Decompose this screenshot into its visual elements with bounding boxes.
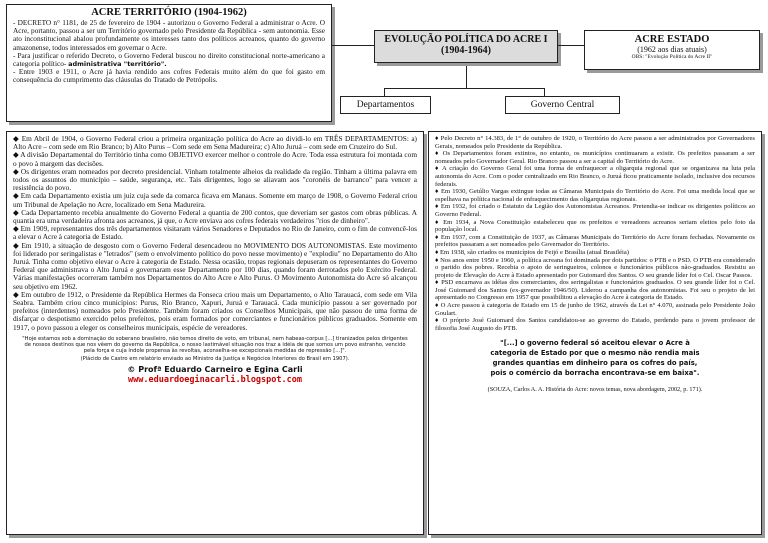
paragraph-1937: ♦ Em 1937, com a Constituição de 1937, as Câmaras Municipais do Território do Acre foram fechadas. Novamente os prefeitos passaram a ser nomeados pelo Governador do Território. [435, 233, 755, 249]
connector-right [558, 45, 584, 46]
paragraph-1930: ♦ Em 1930, Getúlio Vargas extingue todas as Câmaras Municipais do Território do Acre. Foi uma medida local que se espelhava na política nacional de enfraquecimento das oligarquias regionais. [435, 188, 755, 203]
connector-left [332, 45, 374, 46]
paragraph-juiz: ◆ Em cada Departamento existia um juiz cuja sede da comarca ficava em Manaus. Somente em março de 1908, o Governo Federal criou um Tribunal de Apelação no Acre, localizado em Sena Madureira. [13, 191, 417, 209]
paragraph-psd: ♦ PSD encarnava as idéias dos comerciantes, dos seringalistas e funcionários graduados. O seu grande líder foi o Cel. José Guiomard dos Santos (ex-governador 1946/50). Liderou a campanha dos autonomistas. Foi seu o projeto de lei apresentado no Congresso em 1957 que possibilitou a elevação do Acre à categoria de Estado. [435, 279, 755, 302]
territorio-title: ACRE TERRITÓRIO (1904-1962) [91, 7, 247, 18]
souza-quote-line4: pois o comércio da borracha encontrava-se em baixa". [490, 369, 700, 378]
placido-quote: "Hoje estamos sob a dominação do soberano brasileiro, não temos direito de voto, em tribunal, nem habeas-corpus [...] tiranizados pelos dirigentes de nossos destinos que nos vêem do governo da República, o nosso lastimável situação nos traz a idéia de que somos um povo estranho, vencido pela força e cuja índole propensa às revoltas, aconselha-se excepcionais medidas de repressão [...]". [22, 335, 408, 354]
territorio-box [6, 4, 332, 122]
governo-central-panel [428, 131, 762, 535]
paragraph-governo-geral: ♦ A criação do Governo Geral foi uma forma de enfraquecer a oligarquia regional que se organizava na luta pela autonomia do Acre. Com o poder centralizado em Rio Branco, o Juruá ficou praticamente isolado, inclusive dos recursos federais. [435, 165, 755, 188]
paragraph-1934: ♦ Em 1934, a Nova Constituição estabeleceu que os prefeitos e vereadores acreanos seriam eleitos pelo foto da população local. [435, 218, 755, 234]
souza-quote-line2: categoria de Estado por que o mesmo não rendia mais [490, 349, 700, 358]
souza-quote [435, 338, 755, 378]
blog-link[interactable]: www.eduardoeginacarli.blogspot.com [128, 374, 302, 385]
paragraph-dirigentes: ◆ Os dirigentes eram nomeados por decreto presidencial. Vinham totalmente alheios da realidade da região. Tinham a última palavra em todos os assuntos do município – saúde, segurança, etc. Tais dirigentes, logo se aliavam aos "coronéis de barranco" para vencer a resistência do povo. [13, 166, 417, 193]
territorio-revenue-text: - Entre 1903 e 1911, o Acre já havia rendido aos cofres Federais muito além do que foi gasto em consequência do cumprimento das cláusulas do Tratado de Petrópolis. [13, 67, 325, 85]
evolucao-title: EVOLUÇÃO POLÍTICA DO ACRE I [384, 34, 548, 45]
territorio-decree-text: - DECRETO n° 1181, de 25 de fevereiro de 1904 - autorizou o Governo Federal a administrar o Acre. O Acre, portanto, passou a ser um Território governado pelo Presidente da República - sem autonomia. Esse ato inconstitucional abalou profundamente os interesses tanto dos políticos acreanos, quanto do governo amazonense, todos interessados em governar o Acre. [13, 18, 325, 52]
evolucao-title-box [374, 30, 558, 63]
governo-central-label: Governo Central [530, 100, 595, 110]
paragraph-1938: ♦ Em 1938, são criados os municípios de Feijó e Brasília (atual Brasiléia) [435, 248, 629, 256]
departamentos-label: Departamentos [356, 100, 415, 110]
paragraph-extintos: ♦ Os Departamentos foram extintos, no entanto, os municípios continuaram a existir. Os prefeitos passaram a ser nomeados pelo Governador Geral. Rio Branco passou a ser a capital do Território do Acre. [435, 150, 755, 165]
estado-box [584, 30, 760, 70]
departamentos-box [340, 96, 431, 114]
paragraph-1932: ♦ Em 1932, foi criado o Estatuto da Legião dos Autonomistas Acreanos. Pretendia-se indicar os dirigentes políticos ao Governo Federal. [435, 203, 755, 218]
paragraph-1962: ♦ O Acre passou à categoria de Estado em 15 de junho de 1962, através da Lei n° 4.070, assinada pelo Presidente João Goulart. [435, 302, 755, 317]
estado-obs: OBS: "Evolução Política do Acre II" [631, 54, 713, 60]
souza-quote-line3: grandes quantias em dinheiro para os cofres do país, [492, 359, 698, 368]
paragraph-guiomard: ♦ O próprio José Guiomard dos Santos candidatou-se ao governo do Estado, perdendo para o jovem professor de filosofia José Augusto do PTB. [435, 317, 755, 332]
estado-title: ACRE ESTADO [634, 34, 710, 45]
territorio-justification-text: - Para justificar o referido Decreto, o Governo Federal buscou no direito constitucional norte-americano a categoria político- administrativa "território". [13, 50, 325, 69]
paragraph-1912: ◆ Em outubro de 1912, o Presidente da República Hermes da Fonseca criou mais um Departamento, o Alto Tarauacá, com sede em Vila Seabra. Também criou cinco municípios: Purus, Rio Branco, Xapuri, Juruá e Tarauacá. Cada município passou a ser governado por prefeitos (interdentes) nomeados pelo Presidente. Também foram criados os Conselhos Municipais, que não passou de uma forma de disfarçar o despotismo exercido pelos prefeitos, pois eram formados por comerciantes e funcionários públicos graduados. Somente em 1917, o povo passou a eleger os conselheiros municipais, espécie de vereadores. [13, 289, 417, 332]
paragraph-200-contos: ◆ Cada Departamento recebia anualmente do Governo Federal a quantia de 200 contos, que deveriam ser gastos com obras públicas. A quantia era uma verdadeira afronta aos acreanos, já que, o Acre enviava aos cofres federais verdadeiros "rios de dinheiro". [13, 207, 417, 226]
paragraph-1920-decree: ♦ Pelo Decreto n° 14.383, de 1° de outubro de 1920, o Território do Acre passou a ser administrados por Governadores Gerais, nomeados pelo Presidente da República. [435, 135, 755, 150]
paragraph-1904-division: ◆ Em Abril de 1904, o Governo Federal criou a primeira organização política do Acre ao dividi-lo em TRÊS DEPARTAMENTOS: a) Alto Acre – com sede em Rio Branco; b) Alto Purus – Com sede em Sena Madureira; c) Alto Juruá – com sede em Cruzeiro do Sul. [13, 134, 417, 152]
connector-horizontal [384, 88, 544, 89]
placido-source: (Plácido de Castro em relatório enviado ao Ministro da Justiça e Negócios Interiores do Brasil em 1907). [80, 355, 350, 362]
evolucao-period: (1904-1964) [441, 45, 491, 56]
governo-central-box [505, 96, 620, 114]
paragraph-ptb-psd: ♦ Nos anos entre 1950 e 1960, a política acreana foi dominada por dois partidos: o PTB e o PSD. O PTB era considerado o partido dos pobres. Recebia o apoio de seringueiros, colonos e funcionários públicos não-graduados. Resistiu ao projeto de Elevação do Acre à Estado apresentado por Guiomard dos Santos. O seu grande líder foi o Cel. Oscar Passos. [435, 256, 755, 279]
souza-quote-line1: "[...] o governo federal só aceitou elevar o Acre à [500, 339, 690, 348]
author-credit: © Profª Eduardo Carneiro e Egina Carli [127, 364, 303, 374]
departamentos-panel [6, 131, 424, 535]
paragraph-objective: ◆ A divisão Departamental do Território tinha como OBJETIVO exercer melhor o controle do Acre. Toda essa estrutura foi montada com o povo à margem das decisões. [13, 150, 417, 168]
paragraph-1909: ◆ Em 1909, representantes dos três departamentos visitaram vários Senadores e Deputados no Rio de Janeiro, com o fim de convencê-los a elevar o Acre à categoria de Estado. [13, 224, 417, 242]
estado-subtitle: (1962 aos dias atuais) [637, 45, 707, 54]
paragraph-autonomistas: ◆ Em 1910, a situação de desgosto com o Governo Federal desencadeou no MOVIMENTO DOS AUTONOMISTAS. Este movimento foi liderado por seringalistas e "letrados" (sem o envolvimento político do povo nesse movimento) e "explodiu" no Departamento do Alto Juruá. Tinha como objetivo elevar o Acre à categoria de Estado. Nessa ocasião, tropas regionais depuseram os representantes do Governo Federal que administrava o Alto Juruá e governaram esse Departamento por 100 dias, quando foram derrotados pelo Exército Federal. Várias manifestações ocorreram também nos Departamentos do Alto Acre e Alto Purus. O Movimento Autonomista do Acre só alcançou seu objetivo em 1962. [13, 240, 417, 291]
connector-left-drop [384, 88, 385, 96]
souza-source: (SOUZA, Carlos A. A. História do Acre: novos temas, nova abordagem, 2002, p. 171). [487, 386, 703, 394]
connector-vertical [466, 66, 467, 88]
connector-right-drop [544, 88, 545, 96]
